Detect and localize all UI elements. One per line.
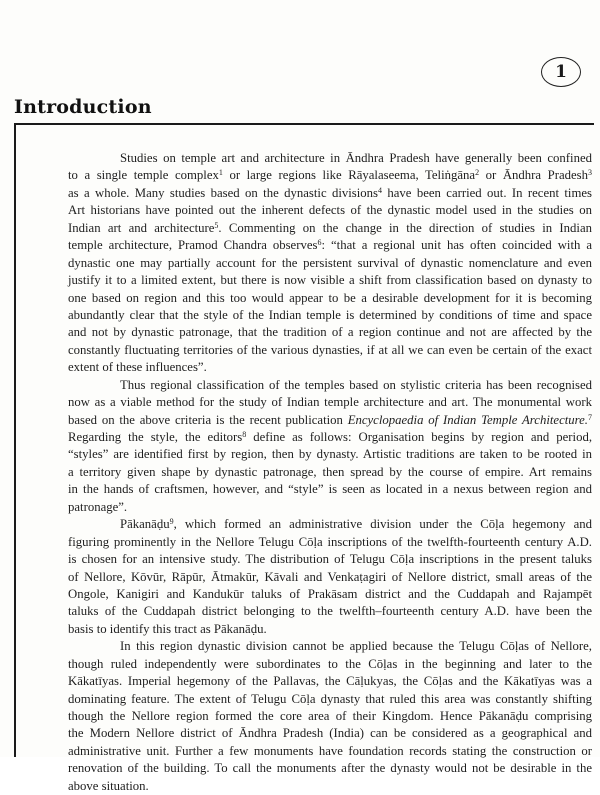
text-line xyxy=(68,481,592,498)
text-line xyxy=(68,551,592,568)
footnote-marker: 6 xyxy=(317,238,322,248)
text-line xyxy=(68,377,592,394)
title-underline-rule xyxy=(14,123,594,125)
chapter-number-badge xyxy=(541,57,581,87)
text-run: is chosen for an intensive study. The distribution of Telugu Cōḷa inscriptions in the present taluks xyxy=(68,552,592,567)
body-text xyxy=(68,150,592,795)
text-run: administrative unit. Further a few monuments have foundation records stating the construction or xyxy=(68,743,592,758)
text-run: the Modern Nellore district of Āndhra Pradesh (India) can be considered as a geographical and xyxy=(68,726,592,741)
chapter-title: Introduction xyxy=(14,96,152,118)
text-line xyxy=(68,725,592,742)
text-run: dynastic one may partially account for the persistent survival of dynastic nomenclature and even xyxy=(68,255,592,270)
text-run: Regarding the style, the editors xyxy=(68,430,243,444)
footnote-marker: 8 xyxy=(242,430,247,439)
text-run: and not by dynastic patronage, that the tradition of a region continue and not are affected by the xyxy=(68,325,593,340)
text-run: “styles” are identified first by region, then by dynasty. Artistic traditions are taken to be rooted in xyxy=(68,447,592,462)
text-run: renovation of the building. To call the monuments after the dynasty would not be desirable in the xyxy=(68,761,592,776)
text-run: Art historians have pointed out the inherent defects of the dynastic model used in the studies on xyxy=(68,203,592,218)
text-run: patronage”. xyxy=(68,499,128,514)
text-run: Studies on temple art and architecture in Āndhra Pradesh have generally been confined xyxy=(120,151,592,165)
footnote-marker: 4 xyxy=(378,185,383,195)
text-run: basis to identify this tract as Pākanāḍu. xyxy=(68,621,267,636)
left-margin-rule xyxy=(14,123,16,757)
text-line xyxy=(68,673,592,690)
text-line xyxy=(68,638,592,655)
paragraph xyxy=(68,516,592,638)
text-line xyxy=(68,342,592,359)
text-run: now as a viable method for the study of Indian temple architecture and art. The monumental work xyxy=(68,395,592,410)
text-run: though the Nellore region formed the core area of their Kingdom. Hence Pākanāḍu comprising xyxy=(68,709,592,723)
text-line xyxy=(68,760,592,777)
text-run: have been carried out. In recent times xyxy=(382,185,593,200)
text-line xyxy=(68,290,592,307)
text-run: temple architecture, Pramod Chandra observes xyxy=(68,238,318,253)
text-line xyxy=(68,255,592,272)
text-line xyxy=(68,446,592,463)
text-line xyxy=(68,743,592,760)
text-run: or large regions like Rāyalaseema, Teliṅgāna xyxy=(222,168,476,183)
text-run: . Commenting on the change in the direction of studies in Indian xyxy=(218,220,592,235)
text-line xyxy=(68,150,592,167)
footnote-marker: 3 xyxy=(588,168,593,178)
text-line xyxy=(68,237,592,254)
text-line xyxy=(68,656,592,673)
text-run: , which formed an administrative division under the Cōḷa hegemony and xyxy=(173,517,592,532)
text-run: taluks of the Cuddapah district belonging to the twelfth–fourteenth century A.D. have been the xyxy=(68,604,592,619)
text-run: Thus regional classification of the temples based on stylistic criteria has been recognised xyxy=(120,377,592,392)
chapter-number: 1 xyxy=(555,62,567,82)
text-run: In this region dynastic division cannot be applied because the Telugu Cōḷas of Nellore, xyxy=(120,639,592,654)
text-run: to a single temple complex xyxy=(68,168,219,183)
text-run: constantly fluctuating territories of the various dynasties, if at all we can even be certain of the exact xyxy=(68,342,592,357)
text-run: as a whole. Many studies based on the dynastic divisions xyxy=(68,185,379,200)
footnote-marker: 1 xyxy=(218,168,223,178)
text-line xyxy=(68,708,592,725)
text-line xyxy=(68,534,592,551)
text-run: justify it to a limited extent, but there is now visible a shift from classification based on dynasty to xyxy=(68,273,592,288)
text-line xyxy=(68,220,592,237)
paragraph xyxy=(68,377,592,517)
text-line xyxy=(68,778,592,795)
footnote-marker: 7 xyxy=(587,412,592,422)
text-line xyxy=(68,412,592,429)
text-run: based on the above criteria is the recent publication xyxy=(68,412,348,427)
text-run: define as follows: Organisation begins by region and period, xyxy=(246,430,593,444)
text-line xyxy=(68,185,592,202)
text-line xyxy=(68,464,592,481)
text-line xyxy=(68,691,592,708)
text-run: in the hands of craftsmen, however, and “style” is seen as located in a nexus between region and xyxy=(68,482,592,497)
text-run: Ongole, Kanigiri and Kandukūr taluks of Prakāsam district and the Cuddapah and Rajampēt xyxy=(68,586,592,601)
text-line xyxy=(68,359,592,376)
text-run: : “that a regional unit has often coincided with a xyxy=(321,238,593,253)
text-run: extent of these influences”. xyxy=(68,360,207,375)
text-run: Kākatīyas. Imperial hegemony of the Pallavas, the Cāḷukyas, the Cōḷas and the Kākatīyas was a xyxy=(68,674,592,689)
text-run: or Āndhra Pradesh xyxy=(479,168,589,183)
text-run: dominating feature. The extent of Telugu Cōḷa dynasty that ruled this area was constantly shifting xyxy=(68,691,592,706)
text-line xyxy=(68,272,592,289)
text-run: of Nellore, Kōvūr, Rāpūr, Ātmakūr, Kāvali and Venkaṭagiri of Nellore district, small areas of the xyxy=(68,569,592,584)
text-line xyxy=(68,516,592,533)
footnote-marker: 9 xyxy=(169,517,174,527)
paragraph xyxy=(68,638,592,795)
text-run: figuring prominently in the Nellore Telugu Cōḷa inscriptions of the twelfth-fourteenth century A.D. xyxy=(68,534,592,549)
text-run: one based on region and this too would appear to be a desirable development for it is becoming xyxy=(68,290,592,305)
text-run: Indian art and architecture xyxy=(68,220,215,235)
italic-title: Encyclopaedia of Indian Temple Architecture. xyxy=(347,412,588,427)
footnote-marker: 5 xyxy=(214,220,219,230)
text-line xyxy=(68,202,592,219)
paragraph xyxy=(68,150,592,377)
text-run: a territory given shape by dynastic patronage, then spread by the course of empire. Art remains xyxy=(68,464,593,479)
text-run: above situation. xyxy=(68,778,149,793)
text-line xyxy=(68,394,592,411)
text-line xyxy=(68,603,592,620)
text-run: Pākanāḍu xyxy=(120,517,170,532)
text-line xyxy=(68,499,592,516)
text-line xyxy=(68,586,592,603)
text-line xyxy=(68,569,592,586)
text-run: though ruled independently were subordinates to the Cōḷas in the beginning and later to the xyxy=(68,656,592,671)
text-line xyxy=(68,429,592,446)
text-line xyxy=(68,324,592,341)
footnote-marker: 2 xyxy=(475,168,480,178)
text-run: abundantly clear that the style of the Indian temple is determined by conditions of time and space xyxy=(68,307,592,322)
text-line xyxy=(68,307,592,324)
text-line xyxy=(68,621,592,638)
text-line xyxy=(68,167,592,184)
